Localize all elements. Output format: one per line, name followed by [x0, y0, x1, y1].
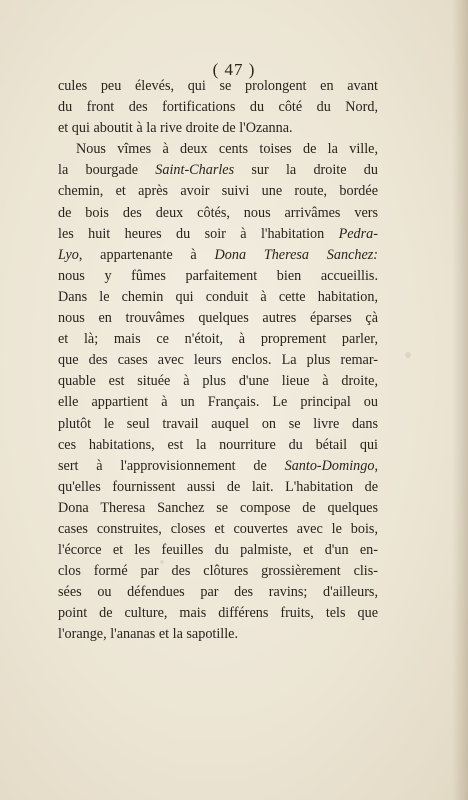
italic-text: Lyo	[58, 246, 79, 263]
text-segment: que des cases avec leurs enclos. La plus remar-	[58, 352, 378, 369]
text-segment: cases construites, closes et couvertes avec le bois,	[58, 520, 378, 537]
text-line	[58, 350, 378, 371]
text-line	[58, 203, 378, 224]
text-segment: Dans le chemin qui conduit à cette habitation,	[58, 288, 378, 305]
text-line	[58, 266, 378, 287]
text-segment: , appartenante à	[78, 246, 215, 263]
text-line	[58, 76, 378, 97]
text-segment: les huit heures du soir à l'habitation	[58, 225, 339, 242]
text-line	[58, 287, 378, 308]
italic-text: Saint-Charles	[155, 162, 235, 179]
text-segment: sert à l'approvisionnement de	[58, 457, 285, 474]
paper-stain	[405, 352, 411, 358]
text-line	[58, 160, 378, 181]
text-line	[58, 498, 378, 519]
text-line	[58, 118, 378, 139]
text-segment: chemin, et après avoir suivi une route, bordée	[58, 183, 378, 200]
text-line	[58, 308, 378, 329]
page-edge-shadow	[452, 0, 468, 800]
text-segment: elle appartient à un Français. Le principal ou	[58, 394, 378, 411]
text-segment: la bourgade	[58, 162, 156, 179]
body-text	[58, 76, 378, 646]
text-line	[58, 519, 378, 540]
text-segment: plutôt le seul travail auquel on se livre dans	[58, 415, 378, 432]
text-segment: et là; mais ce n'étoit, à proprement parler,	[58, 331, 378, 348]
text-line	[58, 561, 378, 582]
text-line	[58, 139, 378, 160]
text-segment: nous y fûmes parfaitement bien accueillis.	[58, 267, 378, 284]
text-segment: cules peu élevés, qui se prolongent en avant	[58, 78, 378, 94]
italic-text: Pedra-	[338, 225, 378, 242]
text-line	[58, 181, 378, 202]
text-segment: quable est située à plus d'une lieue à droite,	[58, 373, 378, 390]
text-segment: clos formé par des clôtures grossièrement clis-	[58, 563, 378, 580]
text-segment: de bois des deux côtés, nous arrivâmes vers	[58, 204, 378, 221]
text-line	[58, 392, 378, 413]
text-line	[58, 456, 378, 477]
text-segment: nous en trouvâmes quelques autres éparses çà	[58, 310, 378, 327]
text-line	[58, 477, 378, 498]
text-line	[58, 540, 378, 561]
text-segment: l'orange, l'ananas et la sapotille.	[58, 626, 239, 643]
text-line	[58, 624, 378, 645]
text-segment: du front des fortifications du côté du Nord,	[58, 99, 378, 116]
text-line	[58, 414, 378, 435]
text-segment: et qui aboutit à la rive droite de l'Ozanna.	[58, 120, 293, 137]
text-segment: sées ou défendues par des ravins; d'ailleurs,	[58, 584, 378, 601]
text-line	[58, 329, 378, 350]
text-segment: l'écorce et les feuilles du palmiste, et d'un en-	[58, 542, 378, 559]
text-segment: Nous vîmes à deux cents toises de la ville,	[76, 141, 378, 158]
text-line	[58, 224, 378, 245]
text-segment: sur la droite du	[234, 162, 378, 179]
italic-text: Santo-Domingo	[284, 457, 375, 474]
italic-text: Dona Theresa Sanchez:	[214, 246, 379, 263]
text-line	[58, 435, 378, 456]
text-segment: Dona Theresa Sanchez se compose de quelques	[58, 499, 378, 516]
text-segment: point de culture, mais différens fruits, tels que	[58, 605, 378, 622]
page-number: ( 47 )	[212, 60, 256, 79]
text-line	[58, 245, 378, 266]
text-line	[58, 371, 378, 392]
text-segment: qu'elles fournissent aussi de lait. L'habitation de	[58, 478, 378, 495]
text-line	[58, 97, 378, 118]
text-line	[58, 603, 378, 624]
text-segment: ,	[374, 457, 378, 474]
text-line	[58, 582, 378, 603]
text-segment: ces habitations, est la nourriture du bétail qui	[58, 436, 378, 453]
